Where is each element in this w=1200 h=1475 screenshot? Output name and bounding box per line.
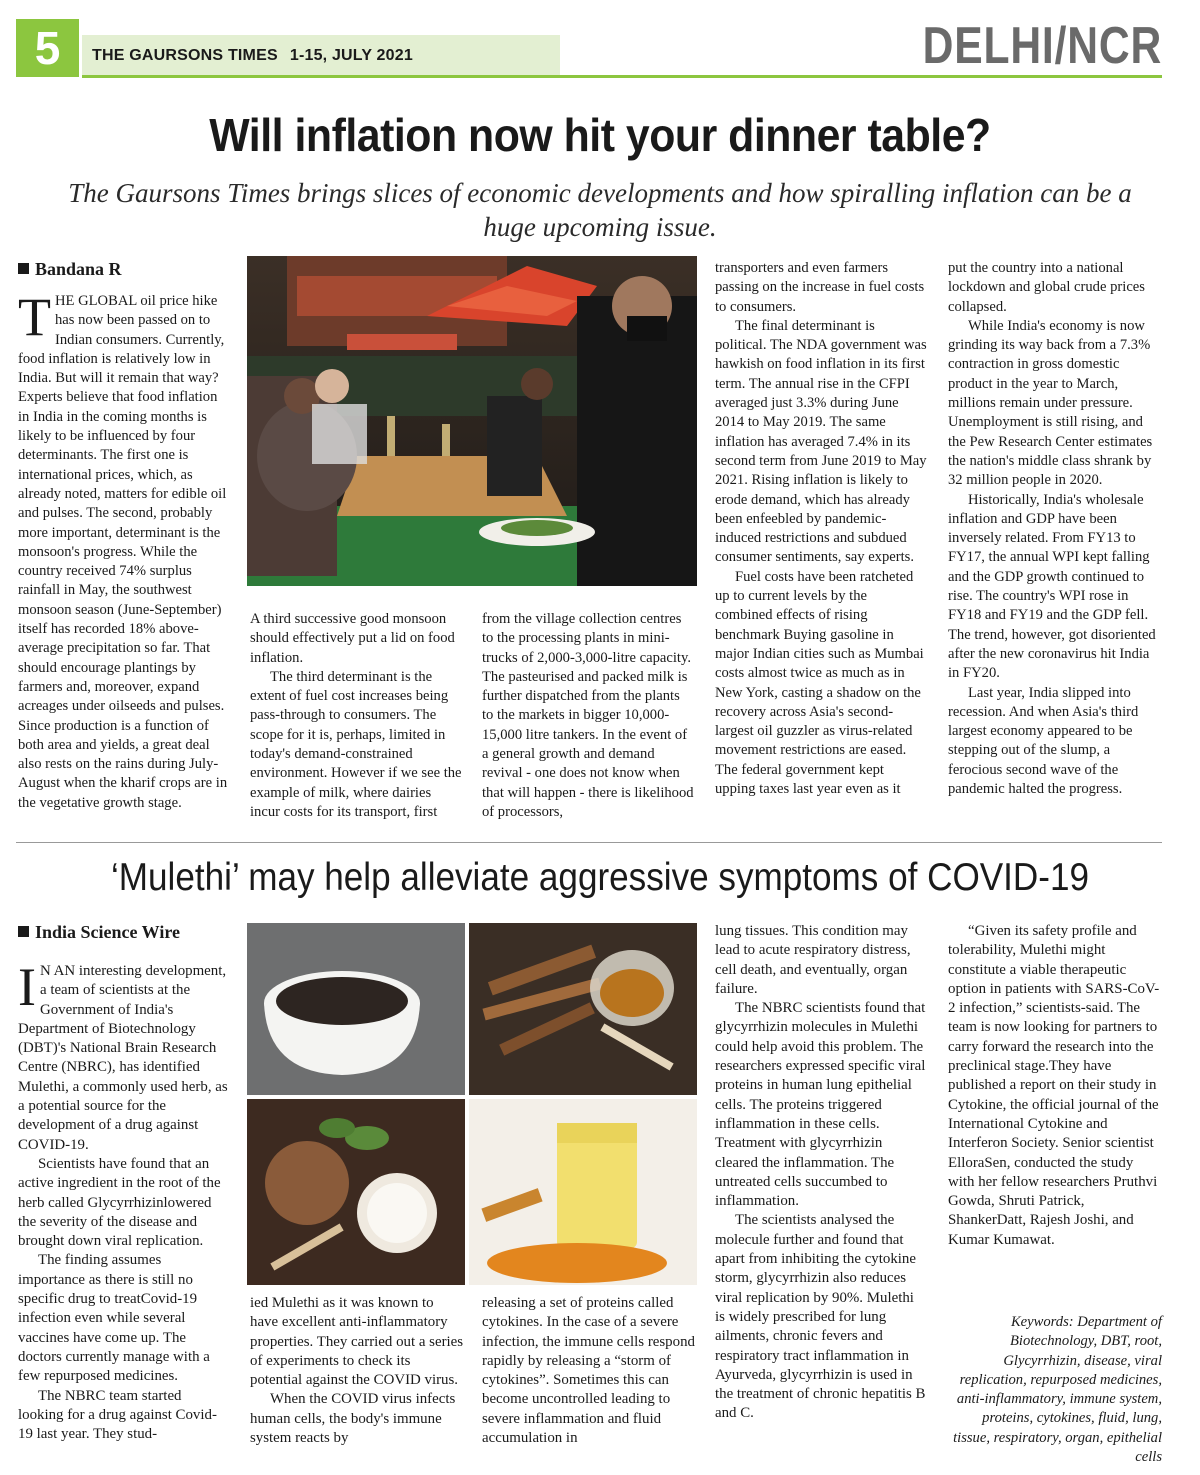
paragraph: lung tissues. This condition may lead to acute respiratory distress, cell death, and eventually, organ failure. bbox=[715, 923, 911, 997]
paragraph: The finding assumes importance as there is still no specific drug to treatCovid-19 infection even while several vaccines have come up. The doctors currently manage with a few repurposed medicines. bbox=[18, 1252, 210, 1385]
article-divider bbox=[16, 842, 1162, 843]
article1-column-5 bbox=[948, 259, 1162, 799]
page-number: 5 bbox=[16, 19, 79, 77]
article1-deck: The Gaursons Times brings slices of economic developments and how spiralling inflation can be a huge upcoming issue. bbox=[68, 178, 1132, 242]
paragraph: Last year, India slipped into recession. And when Asia's third largest economy appeared to be stepping out of the slump, a ferocious second wave of the pandemic halted the progress. bbox=[948, 684, 1139, 798]
paragraph: transporters and even farmers passing on the increase in fuel costs to consumers. bbox=[715, 260, 925, 315]
paragraph: put the country into a national lockdown and global crude prices collapsed. bbox=[948, 260, 1145, 315]
paragraph: Historically, India's wholesale inflation and GDP have been inversely related. From FY13 to FY17, the annual WPI kept falling and the GDP growth continued to rise. The country's WPI rose in FY18 and FY19 and the GDP fell. The trend, however, got disoriented after the new coronavirus hit India in FY20. bbox=[948, 491, 1156, 682]
article1-headline: Will inflation now hit your dinner table? bbox=[209, 109, 991, 161]
article2-headline: ‘Mulethi’ may help alleviate aggressive symptoms of COVID-19 bbox=[111, 856, 1089, 899]
byline-text: India Science Wire bbox=[35, 922, 181, 942]
article1-byline bbox=[18, 259, 122, 280]
paragraph: The NBRC team started looking for a drug against Covid-19 last year. They stud- bbox=[18, 1387, 217, 1443]
article1-column-3 bbox=[482, 610, 694, 822]
article1-column-4 bbox=[715, 259, 927, 799]
byline-square-icon bbox=[18, 263, 29, 274]
article1-column-2 bbox=[250, 610, 462, 822]
paragraph: from the village collection centres to the processing plants in mini-trucks of 2,000-3,000-litre capacity. The pasteurised and packed milk is further dispatched from the plants to the markets in bigger 10,000-15,000 litre tankers. In the event of a general growth and demand revival - one does not know when that will happen - there is likelihood of processors, bbox=[482, 611, 694, 820]
byline-square-icon bbox=[18, 926, 29, 937]
restaurant-photo bbox=[247, 256, 697, 586]
article2-column-4 bbox=[715, 922, 927, 1424]
paragraph: Scientists have found that an active ingredient in the root of the herb called Glycyrrhizinlowered the severity of the disease and brought down viral replication. bbox=[18, 1155, 221, 1250]
article2-column-5 bbox=[948, 922, 1162, 1250]
paragraph: The third determinant is the extent of fuel cost increases being pass-through to consumers. The scope for it is, perhaps, limited in today's demand-constrained environment. However if we see the example of milk, where dairies incur costs for its transport, first bbox=[250, 668, 462, 820]
article2-keywords: Keywords: Department of Biotechnology, DBT, root, Glycyrrhizin, disease, viral replication, repurposed medicines, anti-inflammatory, immune system, proteins, cytokines, fluid, lung, tissue, respiratory, organ, epithelial cells bbox=[953, 1314, 1162, 1466]
paragraph bbox=[18, 287, 230, 813]
paragraph-text: N AN interesting development, a team of scientists at the Government of India's Department of Biotechnology (DBT)'s National Brain Research Centre (NBRC), has identified Mulethi, a commonly used herb, as a potential source for the development of a drug against COVID-19. bbox=[18, 963, 228, 1153]
issue-date: 1-15, JULY 2021 bbox=[289, 47, 413, 64]
paragraph: A third successive good monsoon should effectively put a lid on food inflation. bbox=[250, 611, 455, 666]
paper-strip bbox=[82, 35, 560, 77]
masthead-rule bbox=[82, 75, 1162, 78]
paragraph bbox=[18, 957, 230, 1155]
paragraph: Fuel costs have been ratcheted up to current levels by the combined effects of rising benchmark Buying gasoline in major Indian cities such as Mumbai costs almost twice as much as in New York, casting a shadow on the recovery across Asia's second-largest oil guzzler as virus-related movement restrictions are eased. The federal government kept upping taxes last year even as it bbox=[715, 568, 924, 798]
paragraph: While India's economy is now grinding its way back from a 7.3% contraction in gross domestic product in the year to March, millions remain under pressure. Unemployment is still rising, and the Pew Research Center estimates the nation's middle class shrank by 32 million people in 2020. bbox=[948, 317, 1153, 489]
drop-cap: I bbox=[18, 957, 36, 1017]
paragraph: “Given its safety profile and tolerability, Mulethi might constitute a viable therapeutic option in patients with SARS-CoV-2 infection,” scientists-said. The team is now looking for partners to carry forward the research into the preclinical stage.They have published a report on their study in Cytokine, the official journal of the International Cytokine and Interferon Society. Senior scientist ElloraSen, conducted the study with her fellow researchers Pruthvi Gowda, Shruti Patrick, ShankerDatt, Rajesh Joshi, and Kumar Kumawat. bbox=[948, 923, 1160, 1248]
byline-text: Bandana R bbox=[35, 259, 122, 279]
section-name: DELHI/NCR bbox=[922, 17, 1162, 75]
mulethi-photo-collage bbox=[247, 923, 697, 1285]
paper-name: THE GAURSONS TIMES bbox=[92, 47, 278, 64]
article1-column-1 bbox=[18, 287, 230, 813]
paragraph: releasing a set of proteins called cytokines. In the case of a severe infection, the immune cells respond rapidly by releasing a “storm of cytokines”. Sometimes this can become uncontrolled leading to severe inflammation and fluid accumulation in bbox=[482, 1295, 695, 1447]
paragraph: The NBRC scientists found that glycyrrhizin molecules in Mulethi could help avoid this problem. The researchers expressed specific viral proteins in human lung epithelial cells. The proteins triggered inflammation in these cells. Treatment with glycyrrhizin cleared the inflammation. The untreated cells succumbed to inflammation. bbox=[715, 1000, 926, 1210]
article2-column-3 bbox=[482, 1294, 696, 1448]
drop-cap: T bbox=[18, 287, 51, 347]
paragraph: ied Mulethi as it was known to have excellent anti-inflammatory properties. They carried out a series of experiments to check its potential against the COVID virus. bbox=[250, 1295, 464, 1389]
article2-column-1 bbox=[18, 957, 230, 1444]
paragraph-text: HE GLOBAL oil price hike has now been passed on to Indian consumers. Currently, food inflation is relatively low in India. But will it remain that way? Experts believe that food inflation in India in the coming months is likely to be influenced by four determinants. The first one is international prices, which, as already noted, matters for edible oil and pulses. The second, probably more important, determinant is the monsoon's progress. While the country received 74% surplus rainfall in May, the southwest monsoon season (June-September) itself has recorded 18% above-average precipitation so far. That should encourage plantings by farmers and, moreover, expand acreages under oilseeds and pulses. Since production is a function of both area and yields, a great deal also rests on the rains during July-August when the kharif crops are in the vegetative growth stage. bbox=[18, 293, 228, 811]
article2-column-2 bbox=[250, 1294, 464, 1448]
paragraph: The final determinant is political. The NDA government was hawkish on food inflation in its first term. The annual rise in the CFPI averaged just 3.3% during June 2014 to May 2019. The same inflation has averaged 7.4% in its second term from June 2019 to May 2021. Rising inflation is likely to erode demand, which has already been enfeebled by pandemic-induced restrictions and subdued consumer sentiments, say experts. bbox=[715, 317, 927, 566]
paragraph: The scientists analysed the molecule further and found that apart from inhibiting the cytokine storm, glycyrrhizin also reduces viral replication by 90%. Mulethi is widely prescribed for lung ailments, chronic fevers and respiratory tract inflammation in Ayurveda, glycyrrhizin is used in the treatment of chronic hepatitis B and C. bbox=[715, 1212, 926, 1422]
paragraph: When the COVID virus infects human cells, the body's immune system reacts by bbox=[250, 1391, 456, 1447]
article2-byline bbox=[18, 922, 180, 943]
